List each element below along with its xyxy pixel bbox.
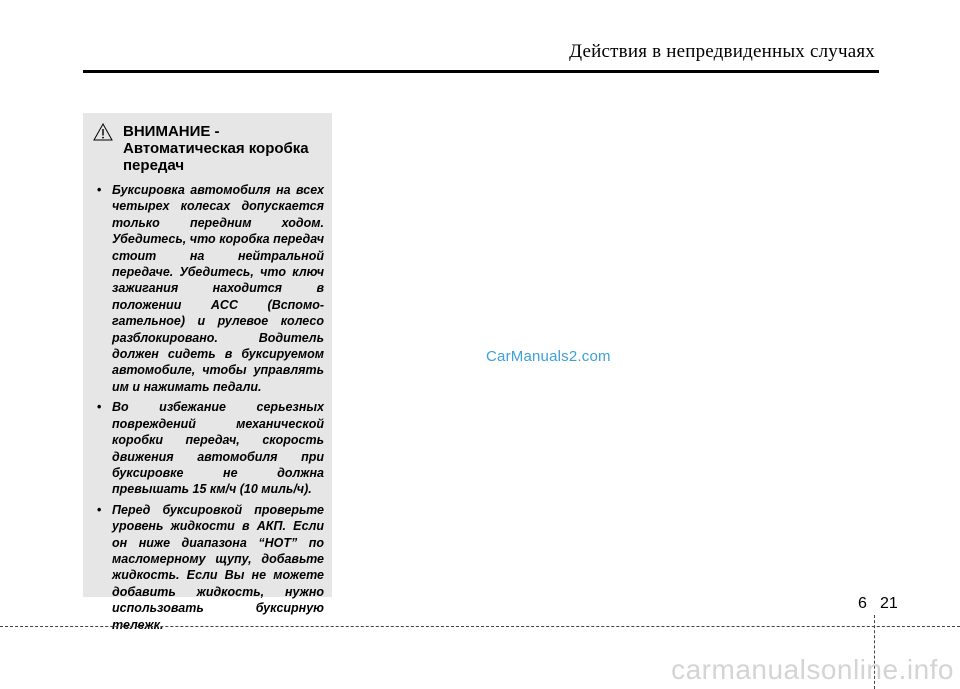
watermark-footer: carmanualsonline.info — [671, 654, 954, 685]
bullet-text: Во избежание серьезных повреждений механической коробки передач, скорость движения автомобиля при буксировке не должна превышать 15 км/ч (10 миль/ч). — [112, 400, 324, 497]
list-item — [99, 502, 324, 633]
watermark-link[interactable]: CarManuals2.com — [486, 348, 611, 365]
caution-list — [99, 182, 324, 633]
list-item — [99, 182, 324, 395]
bullet-text: Буксировка автомобиля на всех четырех колесах допускается только передним ходом. Убедитесь, что коробка передач стоит на нейтральной передаче. Убедитесь, что ключ зажигания находится в положении ACC (Вспомо-гательное) и рулевое колесо разблокировано. Водитель должен сидеть в буксируемом автомобиле, чтобы управлять им и нажимать педали. — [112, 183, 324, 394]
bullet-text: Перед буксировкой проверьте уровень жидкости в АКП. Если он ниже диапазона “HOT” по масломерному щупу, добавьте жидкость. Если Вы не можете добавить жидкость, нужно использовать буксирную тележк. — [112, 502, 324, 632]
header-rule — [83, 70, 879, 73]
bullet-icon: • — [97, 400, 102, 415]
list-item — [99, 399, 324, 497]
chapter-number: 6 — [858, 595, 867, 612]
caution-subtitle: Автоматическая коробка передач — [123, 140, 309, 174]
footer-rule — [0, 626, 960, 627]
bullet-icon: • — [97, 502, 102, 517]
caution-heading — [99, 123, 324, 174]
bullet-icon: • — [97, 183, 102, 197]
warning-triangle-icon — [93, 123, 113, 141]
section-title: Действия в непредвиденных случаях — [569, 41, 875, 62]
page-number: 21 — [880, 595, 898, 612]
caution-title: ВНИМАНИЕ - — [123, 123, 220, 140]
caution-box — [83, 113, 332, 632]
